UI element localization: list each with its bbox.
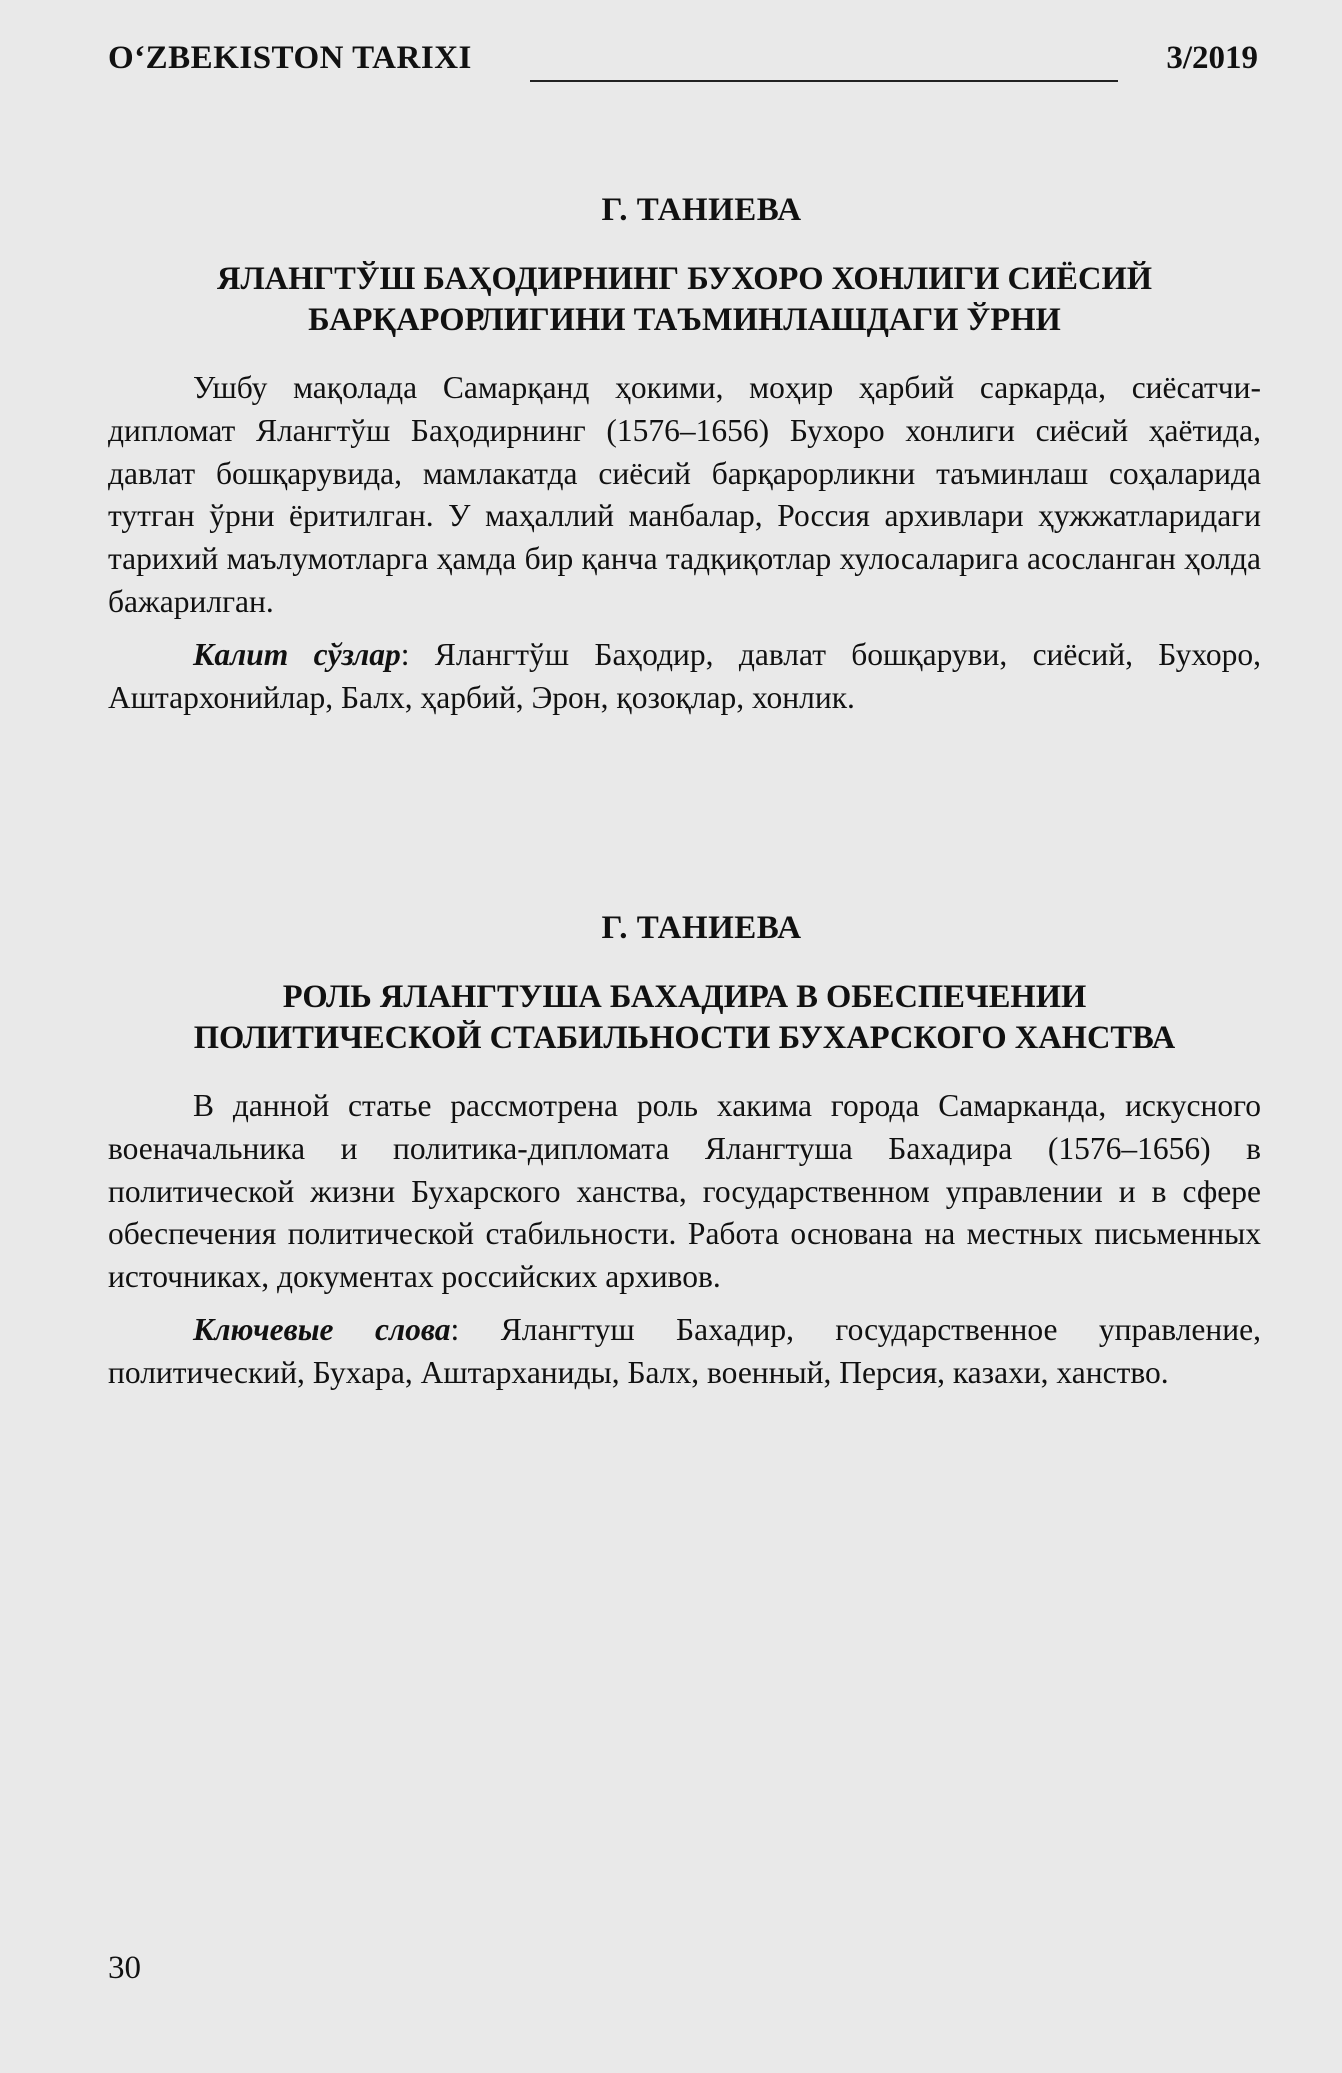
keywords-text: : Ялангтуш Бахадир, государственное управление, политический, Бухара, Аштарханиды, Балх, военный, Персия, казахи, ханство. bbox=[108, 1311, 1261, 1390]
article-russian bbox=[108, 910, 1261, 1395]
page-number: 30 bbox=[108, 1950, 141, 1986]
journal-title: O‘ZBEKISTON TARIXI bbox=[108, 40, 472, 76]
article-author: Г. ТАНИЕВА bbox=[601, 910, 802, 946]
keywords-label: Калит сўзлар bbox=[193, 636, 401, 672]
article-uzbek bbox=[108, 192, 1261, 719]
keywords-label: Ключевые слова bbox=[193, 1311, 451, 1347]
header-rule bbox=[530, 80, 1118, 82]
article-keywords bbox=[108, 1309, 1261, 1395]
article-abstract: Ушбу мақолада Самарқанд ҳокими, моҳир ҳарбий саркарда, сиёсатчи-дипломат Ялангтўш Баҳодирнинг (1576–1656) Бухоро хонлиги сиёсий ҳаётида, давлат бошқарувида, мамлакатда сиёсий барқарорликни таъминлаш соҳаларида тутган ўрни ёритилган. У маҳаллий манбалар, Россия архивлари ҳужжатларидаги тарихий маълумотларга ҳамда бир қанча тадқиқотлар хулосаларига асосланган ҳолда бажарилган. bbox=[108, 370, 1261, 619]
article-title: РОЛЬ ЯЛАНГТУША БАХАДИРА В ОБЕСПЕЧЕНИИ ПОЛИТИЧЕСКОЙ СТАБИЛЬНОСТИ БУХАРСКОГО ХАНСТВА bbox=[193, 979, 1176, 1056]
page-header bbox=[108, 40, 1258, 88]
article-author: Г. ТАНИЕВА bbox=[601, 192, 802, 228]
keywords-text: : Ялангтўш Баҳодир, давлат бошқаруви, сиёсий, Бухоро, Аштархонийлар, Балх, ҳарбий, Эрон, қозоқлар, хонлик. bbox=[108, 636, 1261, 715]
article-abstract: В данной статье рассмотрена роль хакима города Самарканда, искусного военачальника и политика-дипломата Ялангтуша Бахадира (1576–1656) в политической жизни Бухарского ханства, государственном управлении и в сфере обеспечения политической стабильности. Работа основана на местных письменных источниках, документах российских архивов. bbox=[108, 1088, 1261, 1295]
article-keywords bbox=[108, 634, 1261, 720]
issue-number: 3/2019 bbox=[1166, 40, 1258, 76]
article-title: ЯЛАНГТЎШ БАҲОДИРНИНГ БУХОРО ХОНЛИГИ СИЁСИЙ БАРҚАРОРЛИГИНИ ТАЪМИНЛАШДАГИ ЎРНИ bbox=[216, 261, 1153, 338]
